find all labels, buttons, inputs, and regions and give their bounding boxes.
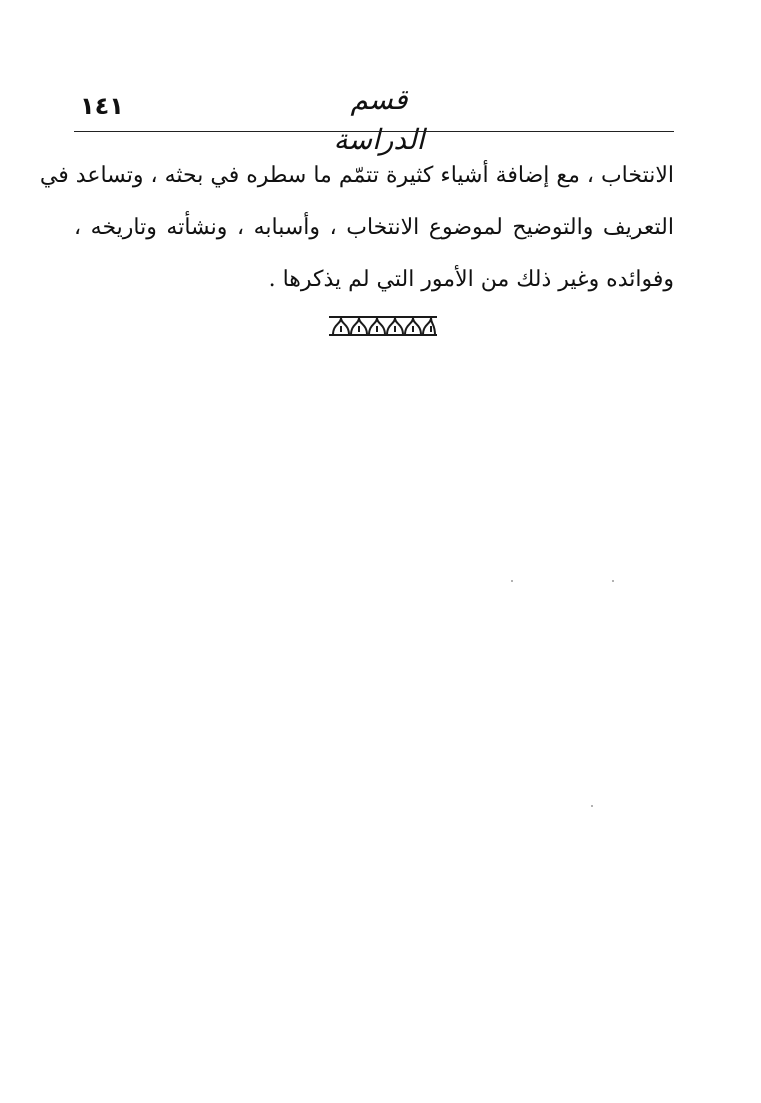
body-line-1: الانتخاب ، مع إضافة أشياء كثيرة تتمّم ما سطره في بحثه ، وتساعد في [39, 163, 674, 188]
scan-speck [591, 805, 593, 807]
decorative-divider-icon [327, 314, 439, 338]
scan-speck [511, 580, 513, 582]
body-line-3: وفوائده وغير ذلك من الأمور التي لم يذكرها . [268, 267, 674, 292]
body-line-2: التعريف والتوضيح لموضوع الانتخاب ، وأسبابه ، ونشأته وتاريخه ، [74, 215, 674, 240]
header-rule [74, 131, 674, 132]
page-number: ١٤١ [80, 92, 124, 120]
section-title: قسم الدراسة [333, 83, 425, 156]
page-header [74, 80, 674, 156]
scan-speck [612, 580, 614, 582]
body-paragraph [39, 150, 674, 306]
